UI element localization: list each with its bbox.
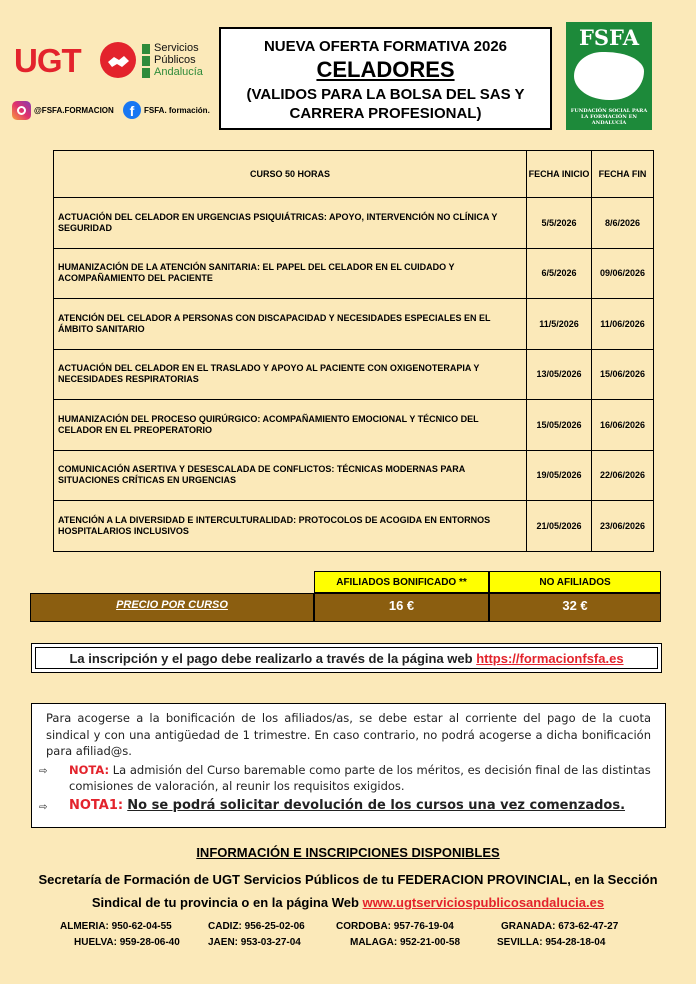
course-end: 23/06/2026 xyxy=(592,501,654,552)
note1-label: NOTA1: xyxy=(69,797,124,813)
ugt-logo xyxy=(14,40,214,82)
fsfa-subtitle: FUNDACIÓN SOCIAL PARA LA FORMACIÓN EN ANDALUCÍA xyxy=(570,108,648,126)
table-header-row xyxy=(54,151,654,198)
course-end: 09/06/2026 xyxy=(592,248,654,299)
fsfa-logo xyxy=(566,22,652,130)
table-row xyxy=(54,501,654,552)
facebook-handle: FSFA. formación. xyxy=(144,105,210,115)
footer-heading: INFORMACIÓN E INSCRIPCIONES DISPONIBLES xyxy=(196,845,500,860)
course-start: 5/5/2026 xyxy=(527,198,592,249)
course-name: HUMANIZACIÓN DE LA ATENCIÓN SANITARIA: EL PAPEL DEL CELADOR EN EL CUIDADO Y ACOMPAÑAMIENTO DEL PACIENTE xyxy=(54,248,527,299)
course-name: ATENCIÓN DEL CELADOR A PERSONAS CON DISCAPACIDAD Y NECESIDADES ESPECIALES EN EL ÁMBITO SANITARIO xyxy=(54,299,527,350)
notes-box xyxy=(31,703,666,828)
price-table xyxy=(30,571,661,622)
course-start: 21/05/2026 xyxy=(527,501,592,552)
title-box xyxy=(219,27,552,130)
note-item xyxy=(39,762,651,794)
price-value-row xyxy=(30,593,661,622)
title-line1: NUEVA OFERTA FORMATIVA 2026 xyxy=(263,38,508,55)
fsfa-title: FSFA xyxy=(578,25,640,50)
facebook-icon: f xyxy=(123,101,141,119)
price-label: PRECIO POR CURSO xyxy=(30,593,314,622)
inscription-text-wrap xyxy=(35,647,658,669)
phone-jaen: JAEN: 953-03-27-04 xyxy=(208,937,301,948)
arrow-right-icon: ⇨ xyxy=(39,765,48,777)
course-name: COMUNICACIÓN ASERTIVA Y DESESCALADA DE CONFLICTOS: TÉCNICAS MODERNAS PARA SITUACIONES CRÍTICAS EN URGENCIAS xyxy=(54,450,527,501)
course-name: ACTUACIÓN DEL CELADOR EN URGENCIAS PSIQUIÁTRICAS: APOYO, INTERVENCIÓN NO CLÍNICA Y SEGURIDAD xyxy=(54,198,527,249)
phone-cadiz: CADIZ: 956-25-02-06 xyxy=(208,921,305,932)
price-header-row xyxy=(30,571,661,593)
table-row xyxy=(54,248,654,299)
header-end-date: FECHA FIN xyxy=(592,151,654,198)
phone-sevilla: SEVILLA: 954-28-18-04 xyxy=(497,937,606,948)
andalucia-map-icon xyxy=(574,52,644,100)
servicios-publicos-bars xyxy=(142,44,150,78)
footer-line2-wrap xyxy=(0,895,696,910)
courses-table xyxy=(53,150,654,552)
ugt-logo-text: UGT xyxy=(14,42,81,79)
course-name: HUMANIZACIÓN DEL PROCESO QUIRÚRGICO: ACOMPAÑAMIENTO EMOCIONAL Y TÉCNICO DEL CELADOR EN EL PREOPERATORIO xyxy=(54,400,527,451)
price-non-affiliated: 32 € xyxy=(489,593,661,622)
inscription-text: La inscripción y el pago debe realizarlo a través de la página web xyxy=(69,651,477,666)
note-text: La admisión del Curso baremable como parte de los méritos, es decisión final de las distintas comisiones de valoración, al reunir los requisitos exigidos. xyxy=(69,762,651,793)
phone-cordoba: CORDOBA: 957-76-19-04 xyxy=(336,921,454,932)
course-start: 15/05/2026 xyxy=(527,400,592,451)
title-line3: (VALIDOS PARA LA BOLSA DEL SAS Y CARRERA PROFESIONAL) xyxy=(246,86,525,122)
table-row xyxy=(54,450,654,501)
course-name: ATENCIÓN A LA DIVERSIDAD E INTERCULTURALIDAD: PROTOCOLOS DE ACOGIDA EN ENTORNOS HOSPITALARIOS INCLUSIVOS xyxy=(54,501,527,552)
phone-malaga: MALAGA: 952-21-00-58 xyxy=(350,937,461,948)
table-row xyxy=(54,400,654,451)
inscription-box xyxy=(31,643,662,673)
course-start: 13/05/2026 xyxy=(527,349,592,400)
servicios-line1: Servicios xyxy=(154,42,199,54)
servicios-line3: Andalucía xyxy=(154,66,203,78)
course-end: 15/06/2026 xyxy=(592,349,654,400)
page-title: CELADORES xyxy=(316,57,455,82)
course-end: 11/06/2026 xyxy=(592,299,654,350)
phone-almeria: ALMERIA: 950-62-04-55 xyxy=(60,921,172,932)
arrow-right-icon: ⇨ xyxy=(39,801,48,813)
bonification-paragraph: Para acogerse a la bonificación de los afiliados/as, se debe estar al corriente del pago de la cuota sindical y con una antigüedad de 1 trimestre. En caso contrario, no podrá acogerse a dicha bonificación para afiliad@s. xyxy=(46,711,651,758)
phone-huelva: HUELVA: 959-28-06-40 xyxy=(74,937,180,948)
header-course: CURSO 50 HORAS xyxy=(54,151,527,198)
handshake-icon xyxy=(100,42,136,78)
servicios-line2: Públicos xyxy=(154,54,196,66)
instagram-link[interactable] xyxy=(12,100,114,120)
price-header-blank xyxy=(30,571,314,593)
course-start: 11/5/2026 xyxy=(527,299,592,350)
servicios-publicos-text xyxy=(154,42,203,78)
course-start: 6/5/2026 xyxy=(527,248,592,299)
course-end: 16/06/2026 xyxy=(592,400,654,451)
course-end: 22/06/2026 xyxy=(592,450,654,501)
note1-text: No se podrá solicitar devolución de los cursos una vez comenzados. xyxy=(127,797,626,813)
price-header-non-affiliated: NO AFILIADOS xyxy=(489,571,661,593)
instagram-icon xyxy=(12,101,31,120)
note1-item xyxy=(39,797,651,814)
course-name: ACTUACIÓN DEL CELADOR EN EL TRASLADO Y APOYO AL PACIENTE CON OXIGENOTERAPIA Y NECESIDADES RESPIRATORIAS xyxy=(54,349,527,400)
facebook-link[interactable] xyxy=(123,100,210,120)
course-end: 8/6/2026 xyxy=(592,198,654,249)
footer-website-link[interactable]: www.ugtserviciospublicosandalucia.es xyxy=(362,895,605,910)
instagram-handle: @FSFA.FORMACION xyxy=(34,105,114,115)
course-start: 19/05/2026 xyxy=(527,450,592,501)
price-affiliated: 16 € xyxy=(314,593,489,622)
table-row xyxy=(54,299,654,350)
footer-line1: Secretaría de Formación de UGT Servicios Públicos de tu FEDERACION PROVINCIAL, en la Sección xyxy=(38,872,658,887)
price-header-affiliated: AFILIADOS BONIFICADO ** xyxy=(314,571,489,593)
table-row xyxy=(54,198,654,249)
header-start-date: FECHA INICIO xyxy=(527,151,592,198)
footer-line2: Sindical de tu provincia o en la página Web xyxy=(91,895,363,910)
note-label: NOTA: xyxy=(69,762,110,777)
phone-granada: GRANADA: 673-62-47-27 xyxy=(501,921,619,932)
table-row xyxy=(54,349,654,400)
inscription-link[interactable]: https://formacionfsfa.es xyxy=(476,651,624,666)
